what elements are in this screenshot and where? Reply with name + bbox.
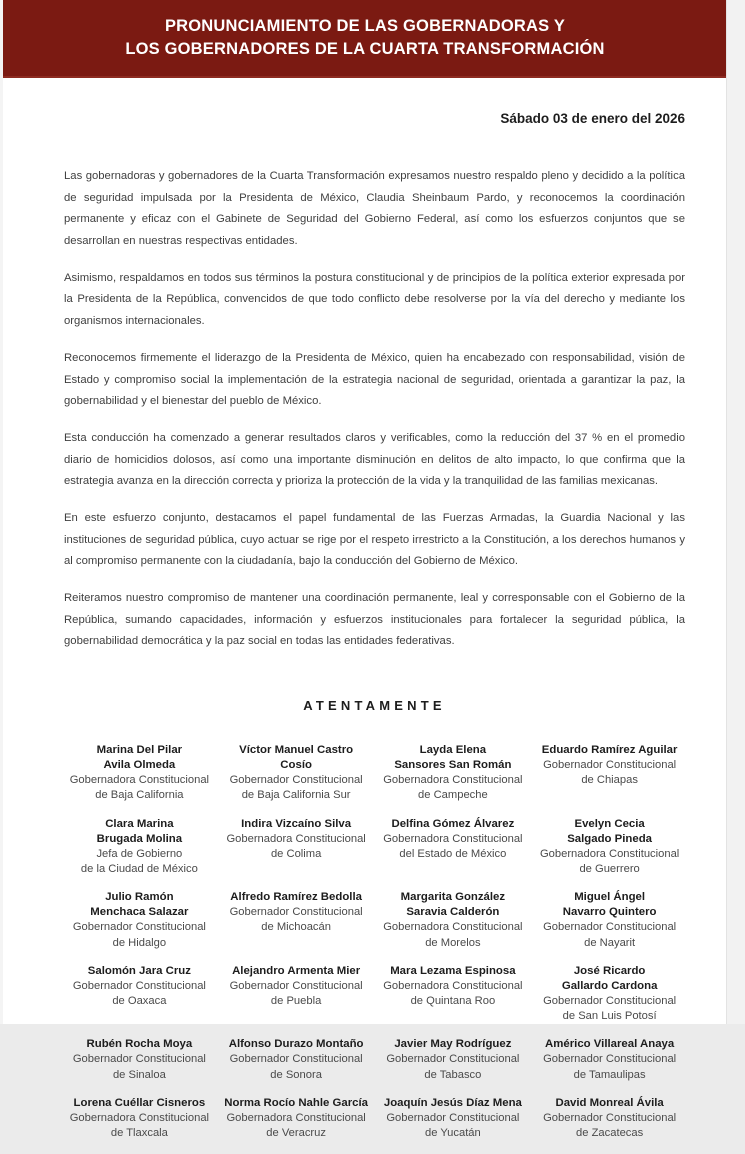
signatory-name-line: Indira Vizcaíno Silva <box>241 817 352 830</box>
signatory-name <box>66 1096 213 1111</box>
signatory-title-line: del Estado de México <box>399 847 507 860</box>
signatory-name <box>380 964 527 979</box>
signatory-name-line: Menchaca Salazar <box>90 906 189 919</box>
document-content <box>3 111 727 1154</box>
signatory-title-line: de Baja California Sur <box>241 789 351 802</box>
signatory-name <box>536 1037 683 1052</box>
signatory-name <box>380 1096 527 1111</box>
signatory-title <box>66 773 213 803</box>
signatory-entry <box>221 743 372 804</box>
signatory-name-line: Evelyn Cecia <box>574 817 645 830</box>
signatory-entry <box>534 743 685 804</box>
signatory-title-line: de Chiapas <box>581 774 638 787</box>
signatory-name-line: Mara Lezama Espinosa <box>390 964 516 977</box>
signatory-name-line: David Monreal Ávila <box>555 1096 664 1109</box>
signatory-entry <box>378 964 529 1025</box>
signatory-title <box>536 1052 683 1082</box>
signatory-name <box>380 1037 527 1052</box>
signatory-title-line: Gobernador Constitucional <box>386 1053 520 1066</box>
signatory-entry <box>221 817 372 878</box>
signatory-name-line: Salomón Jara Cruz <box>87 964 191 977</box>
document-date: Sábado 03 de enero del 2026 <box>500 111 685 126</box>
signatory-title-line: Gobernadora Constitucional <box>539 847 680 860</box>
signatory-entry <box>378 817 529 878</box>
signatory-name-line: Clara Marina <box>105 817 174 830</box>
signatory-title-line: de Campeche <box>418 789 488 802</box>
signatory-entry <box>64 817 215 878</box>
signatory-name <box>223 1037 370 1052</box>
title-line-2: LOS GOBERNADORES DE LA CUARTA TRANSFORMACIÓN <box>125 40 605 58</box>
signatory-title <box>223 773 370 803</box>
signatory-name-line: Delfina Gómez Álvarez <box>391 817 515 830</box>
signatory-title-line: Gobernador Constitucional <box>543 1053 677 1066</box>
signatory-title <box>66 979 213 1009</box>
signatory-name-line: Avila Olmeda <box>103 759 176 772</box>
signatory-entry <box>378 1037 529 1083</box>
signatory-title-line: Gobernadora Constitucional <box>383 832 523 845</box>
signatory-name <box>66 964 213 979</box>
signatory-name <box>223 743 370 773</box>
signatory-entry <box>64 964 215 1025</box>
signatory-name-line: Alfonso Durazo Montaño <box>228 1038 364 1051</box>
signatory-title <box>223 832 370 862</box>
paragraph: Las gobernadoras y gobernadores de la Cuarta Transformación expresamos nuestro respaldo pleno y decidido a la política de seguridad impulsada por la Presidenta de México, Claudia Sheinbaum Pardo, y reconocemos la coordinación permanente y eficaz con el Gabinete de Seguridad del Gobierno Federal, así como los esfuerzos conjuntos que se desarrollan en nuestras respectivas entidades. <box>64 170 685 248</box>
signatory-name <box>223 964 370 979</box>
signatory-name-line: Navarro Quintero <box>562 906 657 919</box>
signatory-title <box>223 1052 370 1082</box>
body-paragraphs <box>64 166 685 653</box>
signatory-title-line: Gobernador Constitucional <box>543 994 677 1007</box>
signatory-entry <box>64 1096 215 1142</box>
signatory-title-line: Jefa de Gobierno <box>96 847 183 860</box>
signatory-title-line: de Nayarit <box>584 936 636 949</box>
signatory-entry <box>534 1037 685 1083</box>
signatory-title-line: de Zacatecas <box>576 1127 644 1140</box>
signatory-name <box>223 890 370 905</box>
signatory-name-line: Saravia Calderón <box>406 906 500 919</box>
signatory-entry <box>221 1096 372 1142</box>
signatory-title-line: Gobernador Constitucional <box>229 979 363 992</box>
signatory-title <box>223 905 370 935</box>
signatory-name-line: Salgado Pineda <box>567 832 653 845</box>
signatory-name-line: Gallardo Cardona <box>561 979 658 992</box>
signatory-title-line: Gobernadora Constitucional <box>69 1111 210 1124</box>
signatory-name-line: Rubén Rocha Moya <box>86 1038 193 1051</box>
signatory-entry <box>64 1037 215 1083</box>
signatory-title-line: Gobernador Constitucional <box>543 759 677 772</box>
signatory-name-line: Víctor Manuel Castro Cosío <box>239 744 354 772</box>
signatory-name-line: Margarita González <box>400 891 506 904</box>
signatory-title-line: de Yucatán <box>424 1127 481 1140</box>
signatory-name-line: Alejandro Armenta Mier <box>232 964 361 977</box>
signatory-title-line: Gobernadora Constitucional <box>383 774 523 787</box>
signatory-name-line: Lorena Cuéllar Cisneros <box>73 1096 206 1109</box>
signatory-title <box>66 847 213 877</box>
signatory-name <box>66 817 213 847</box>
signatory-title <box>380 979 527 1009</box>
signatory-name <box>380 743 527 773</box>
signatory-name <box>66 890 213 920</box>
signatory-name-line: Américo Villareal Anaya <box>545 1038 675 1051</box>
signatory-name <box>536 817 683 847</box>
signatory-title-line: Gobernadora Constitucional <box>69 774 210 787</box>
signatory-title-line: Gobernadora Constitucional <box>383 921 523 934</box>
signatory-title-line: Gobernadora Constitucional <box>226 832 366 845</box>
signatory-title-line: Gobernador Constitucional <box>543 921 677 934</box>
signatory-name <box>380 817 527 832</box>
signatory-title-line: de la Ciudad de México <box>80 862 198 875</box>
signatory-name-line: Eduardo Ramírez Aguilar <box>541 744 678 757</box>
signatory-name-line: Marina Del Pilar <box>96 744 183 757</box>
signatory-title-line: Gobernador Constitucional <box>72 1053 206 1066</box>
signatory-entry <box>534 890 685 951</box>
signatory-title-line: de Oaxaca <box>112 995 167 1008</box>
closing-salutation: ATENTAMENTE <box>303 698 446 714</box>
signatory-entry <box>221 964 372 1025</box>
signatory-name-line: Joaquín Jesús Díaz Mena <box>383 1096 522 1109</box>
signatory-title-line: de Tlaxcala <box>110 1127 168 1140</box>
signatory-title-line: de Sonora <box>270 1068 322 1081</box>
signatory-title-line: de Baja California <box>95 789 184 802</box>
signatory-title <box>536 920 683 950</box>
signatory-name-line: Norma Rocío Nahle García <box>224 1096 368 1109</box>
signatory-name-line: Alfredo Ramírez Bedolla <box>230 891 362 904</box>
signatory-entry <box>64 743 215 804</box>
signatory-title-line: Gobernadora Constitucional <box>383 979 523 992</box>
page-title <box>105 15 624 62</box>
signatory-title <box>66 920 213 950</box>
signatory-title <box>223 1111 370 1141</box>
signatory-entry <box>378 1096 529 1142</box>
signatory-title <box>380 920 527 950</box>
signatory-title-line: de Puebla <box>270 995 322 1008</box>
signatory-title-line: Gobernador Constitucional <box>386 1111 520 1124</box>
signatory-title-line: Gobernador Constitucional <box>543 1111 677 1124</box>
signatory-name <box>536 964 683 994</box>
signatory-name-line: Brugada Molina <box>96 832 183 845</box>
signatory-title <box>536 1111 683 1141</box>
signatory-title <box>380 773 527 803</box>
signatory-entry <box>221 1037 372 1083</box>
signatory-entry <box>378 743 529 804</box>
signatory-name <box>223 1096 370 1111</box>
signatory-entry <box>378 890 529 951</box>
header-banner <box>3 0 727 78</box>
signatory-entry <box>64 890 215 951</box>
signatory-entry <box>534 964 685 1025</box>
signatory-title-line: de Tabasco <box>424 1068 482 1081</box>
paragraph: En este esfuerzo conjunto, destacamos el papel fundamental de las Fuerzas Armadas, la Guardia Nacional y las instituciones de seguridad pública, cuyo actuar se rige por el respeto irrestricto a la Constitución, a los derechos humanos y al compromiso permanente con la ciudadanía, bajo la conducción del Gobierno de México. <box>64 511 685 568</box>
title-line-1: PRONUNCIAMIENTO DE LAS GOBERNADORAS Y <box>164 16 566 35</box>
signatory-title-line: Gobernador Constitucional <box>72 979 206 992</box>
paragraph: Reiteramos nuestro compromiso de mantener una coordinación permanente, leal y corresponsable con el Gobierno de la República, sumando capacidades, información y esfuerzos institucionales para fortalecer la seguridad pública, la gobernabilidad democrática y la paz social en todas las entidades federativas. <box>64 592 685 648</box>
paragraph: Reconocemos firmemente el liderazgo de la Presidenta de México, quien ha encabezado con responsabilidad, visión de Estado y compromiso social la implementación de la estrategia nacional de seguridad, orientada a garantizar la paz, la gobernabilidad y el bienestar del pueblo de México. <box>64 351 685 408</box>
signatory-name-line: Julio Ramón <box>105 891 174 904</box>
signatory-entry <box>221 890 372 951</box>
signatory-title <box>536 994 683 1024</box>
signatory-name <box>536 743 683 758</box>
signatory-title <box>66 1052 213 1082</box>
signatory-title-line: Gobernador Constitucional <box>229 1053 363 1066</box>
signatory-title-line: de Michoacán <box>261 921 331 934</box>
signatory-name-line: Sansores San Román <box>394 759 512 772</box>
signatory-title-line: Gobernador Constitucional <box>229 906 363 919</box>
signatory-name <box>536 890 683 920</box>
signatory-title-line: de Quintana Roo <box>410 995 496 1008</box>
signatory-title-line: de Colima <box>270 847 322 860</box>
signatory-title <box>536 758 683 788</box>
signatory-title <box>380 1052 527 1082</box>
signatory-name-line: Layda Elena <box>419 744 487 757</box>
signatory-title-line: de Tamaulipas <box>573 1068 646 1081</box>
signatories-grid <box>64 743 685 1154</box>
paragraph: Asimismo, respaldamos en todos sus términos la postura constitucional y de principios de la política exterior expresada por la Presidenta de la República, convencidos de que todo conflicto debe resolverse por la vía del derecho y mediante los organismos internacionales. <box>64 271 685 328</box>
signatory-title-line: de Veracruz <box>266 1127 326 1140</box>
signatory-name-line: Javier May Rodríguez <box>394 1038 512 1051</box>
signatory-title-line: de Guerrero <box>579 862 640 875</box>
signatory-name <box>536 1096 683 1111</box>
signatory-name <box>380 890 527 920</box>
signatory-title-line: de Hidalgo <box>112 936 167 949</box>
signatory-name <box>223 817 370 832</box>
signatory-title-line: Gobernador Constitucional <box>72 921 206 934</box>
signatory-title <box>380 832 527 862</box>
signatory-title-line: de San Luis Potosí <box>562 1010 657 1023</box>
signatory-title-line: de Morelos <box>425 936 481 949</box>
signatory-title <box>223 979 370 1009</box>
signatory-title-line: Gobernador Constitucional <box>229 774 363 787</box>
signatory-title <box>380 1111 527 1141</box>
signatory-entry <box>534 1096 685 1142</box>
paragraph: Esta conducción ha comenzado a generar resultados claros y verificables, como la reducción del 37 % en el promedio diario de homicidios dolosos, así como una importante disminución en delitos de alto impacto, lo que confirma que la estrategia avanza en la dirección correcta y prioriza la protección de la vida y la tranquilidad de las familias mexicanas. <box>64 431 685 488</box>
signatory-name <box>66 1037 213 1052</box>
signatory-entry <box>534 817 685 878</box>
signatory-title-line: de Sinaloa <box>112 1068 166 1081</box>
signatory-title <box>536 847 683 877</box>
signatory-title <box>66 1111 213 1141</box>
signatory-title-line: Gobernadora Constitucional <box>226 1111 366 1124</box>
signatory-name-line: Miguel Ángel <box>574 891 646 904</box>
signatory-name <box>66 743 213 773</box>
signatory-name-line: José Ricardo <box>573 964 646 977</box>
